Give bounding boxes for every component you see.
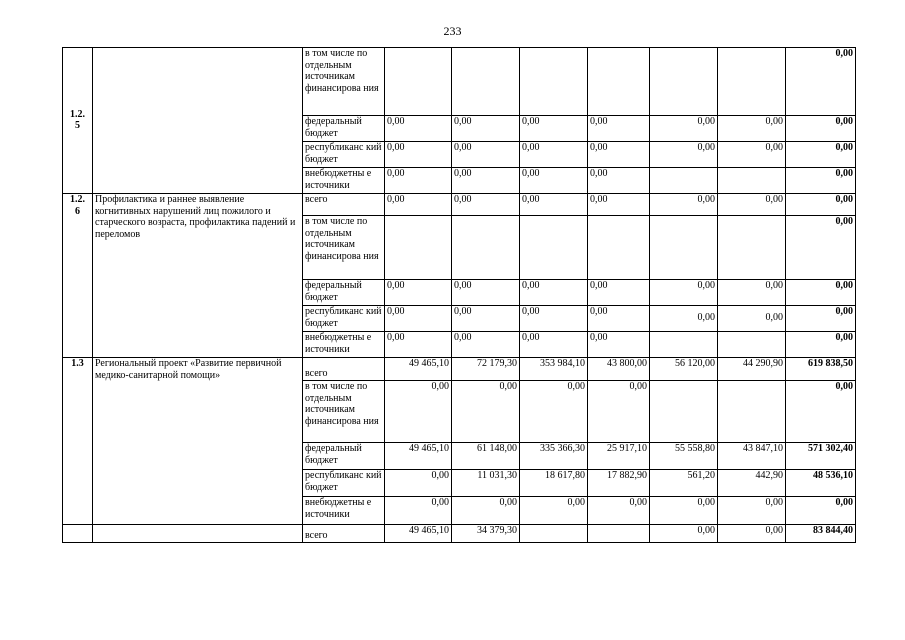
- value-cell: 442,90: [718, 470, 786, 497]
- value-cell: 0,00: [588, 306, 650, 332]
- value-cell: [718, 216, 786, 280]
- row-code: [63, 48, 93, 194]
- row-code: [63, 525, 93, 543]
- value-cell: 0,00: [650, 525, 718, 543]
- value-cell: 0,00: [385, 142, 452, 168]
- value-cell: 61 148,00: [452, 443, 520, 470]
- value-cell: 72 179,30: [452, 358, 520, 381]
- value-cell: 0,00: [520, 497, 588, 525]
- value-cell: [718, 48, 786, 116]
- value-cell: [520, 216, 588, 280]
- value-cell: [520, 525, 588, 543]
- source-label: внебюджетны е источники: [303, 332, 385, 358]
- value-cell: 0,00: [520, 381, 588, 443]
- total-cell: 0,00: [786, 306, 856, 332]
- value-cell: 0,00: [588, 280, 650, 306]
- value-cell: 0,00: [588, 168, 650, 194]
- source-label: всего: [303, 525, 385, 543]
- value-cell: 0,00: [385, 470, 452, 497]
- total-cell: 0,00: [786, 216, 856, 280]
- value-cell: 0,00: [520, 332, 588, 358]
- value-cell: 55 558,80: [650, 443, 718, 470]
- value-cell: 0,00: [385, 381, 452, 443]
- value-cell: 0,00: [718, 306, 786, 332]
- value-cell: [650, 168, 718, 194]
- value-cell: 0,00: [718, 525, 786, 543]
- budget-table: [62, 47, 856, 543]
- source-label: федеральный бюджет: [303, 443, 385, 470]
- row-code: [63, 194, 93, 358]
- value-cell: 49 465,10: [385, 358, 452, 381]
- value-cell: 353 984,10: [520, 358, 588, 381]
- value-cell: 0,00: [588, 142, 650, 168]
- source-label: федеральный бюджет: [303, 116, 385, 142]
- value-cell: [718, 381, 786, 443]
- value-cell: 49 465,10: [385, 443, 452, 470]
- row-name: Региональный проект «Развитие первичной медико-санитарной помощи»: [93, 358, 303, 525]
- source-label: всего: [303, 194, 385, 216]
- value-cell: 0,00: [650, 116, 718, 142]
- value-cell: [588, 525, 650, 543]
- total-cell: 0,00: [786, 168, 856, 194]
- value-cell: 11 031,30: [452, 470, 520, 497]
- source-label: республиканс кий бюджет: [303, 306, 385, 332]
- value-cell: 43 847,10: [718, 443, 786, 470]
- value-cell: 34 379,30: [452, 525, 520, 543]
- value-cell: 0,00: [650, 142, 718, 168]
- value-cell: 25 917,10: [588, 443, 650, 470]
- source-label: внебюджетны е источники: [303, 497, 385, 525]
- row-name: Профилактика и раннее выявление когнитивных нарушений лиц пожилого и старческого возраста, профилактика падений и переломов: [93, 194, 303, 358]
- value-cell: [385, 48, 452, 116]
- table-row: [63, 358, 856, 381]
- value-cell: [718, 332, 786, 358]
- value-cell: 0,00: [452, 497, 520, 525]
- value-cell: [650, 332, 718, 358]
- value-cell: 0,00: [650, 306, 718, 332]
- value-cell: [588, 216, 650, 280]
- value-cell: 0,00: [385, 168, 452, 194]
- value-cell: 49 465,10: [385, 525, 452, 543]
- row-code: 1.3: [63, 358, 93, 525]
- value-cell: [650, 381, 718, 443]
- table-row: [63, 194, 856, 216]
- total-cell: 48 536,10: [786, 470, 856, 497]
- value-cell: 0,00: [452, 142, 520, 168]
- value-cell: 0,00: [718, 116, 786, 142]
- row-code-text: 1.2. 5: [70, 108, 85, 131]
- source-label: внебюджетны е источники: [303, 168, 385, 194]
- value-cell: 0,00: [385, 194, 452, 216]
- value-cell: 0,00: [520, 194, 588, 216]
- value-cell: 0,00: [452, 381, 520, 443]
- total-cell: 83 844,40: [786, 525, 856, 543]
- source-label: в том числе по отдельным источникам финансирова ния: [303, 216, 385, 280]
- source-label: республиканс кий бюджет: [303, 142, 385, 168]
- value-cell: 0,00: [520, 168, 588, 194]
- value-cell: 0,00: [452, 116, 520, 142]
- value-cell: 0,00: [452, 280, 520, 306]
- value-cell: 0,00: [385, 306, 452, 332]
- value-cell: [452, 216, 520, 280]
- value-cell: 0,00: [650, 497, 718, 525]
- value-cell: 43 800,00: [588, 358, 650, 381]
- page-number: 233: [443, 24, 462, 38]
- value-cell: 561,20: [650, 470, 718, 497]
- value-cell: 335 366,30: [520, 443, 588, 470]
- total-cell: 0,00: [786, 381, 856, 443]
- source-label: федеральный бюджет: [303, 280, 385, 306]
- total-cell: 0,00: [786, 280, 856, 306]
- value-cell: 0,00: [385, 497, 452, 525]
- value-cell: [650, 48, 718, 116]
- value-cell: 0,00: [588, 381, 650, 443]
- value-cell: [588, 48, 650, 116]
- total-cell: 0,00: [786, 332, 856, 358]
- value-cell: 0,00: [452, 332, 520, 358]
- source-label: республиканс кий бюджет: [303, 470, 385, 497]
- total-cell: 0,00: [786, 194, 856, 216]
- value-cell: 0,00: [385, 116, 452, 142]
- value-cell: 44 290,90: [718, 358, 786, 381]
- value-cell: 0,00: [385, 332, 452, 358]
- source-label: всего: [303, 358, 385, 381]
- value-cell: 0,00: [718, 280, 786, 306]
- value-cell: 0,00: [452, 194, 520, 216]
- source-label: в том числе по отдельным источникам финансирова ния: [303, 48, 385, 116]
- table-row: [63, 48, 856, 116]
- table-row: [63, 525, 856, 543]
- row-code-text: 1.2. 6: [70, 194, 85, 217]
- value-cell: 0,00: [588, 194, 650, 216]
- value-cell: 0,00: [650, 280, 718, 306]
- value-cell: 0,00: [588, 497, 650, 525]
- total-cell: 0,00: [786, 142, 856, 168]
- value-cell: 0,00: [520, 306, 588, 332]
- value-cell: 0,00: [718, 497, 786, 525]
- total-cell: 0,00: [786, 116, 856, 142]
- total-cell: 0,00: [786, 48, 856, 116]
- total-cell: 571 302,40: [786, 443, 856, 470]
- row-name: [93, 525, 303, 543]
- value-cell: 0,00: [385, 280, 452, 306]
- value-cell: [385, 216, 452, 280]
- value-cell: 0,00: [718, 142, 786, 168]
- value-cell: 0,00: [452, 168, 520, 194]
- value-cell: [650, 216, 718, 280]
- value-cell: [718, 168, 786, 194]
- value-cell: [452, 48, 520, 116]
- value-cell: 56 120,00: [650, 358, 718, 381]
- value-cell: 0,00: [520, 116, 588, 142]
- total-cell: 619 838,50: [786, 358, 856, 381]
- value-cell: 0,00: [718, 194, 786, 216]
- row-name: [93, 48, 303, 194]
- value-cell: 0,00: [520, 280, 588, 306]
- value-cell: 0,00: [650, 194, 718, 216]
- value-cell: 0,00: [452, 306, 520, 332]
- value-cell: 0,00: [520, 142, 588, 168]
- value-cell: 0,00: [588, 332, 650, 358]
- value-cell: [520, 48, 588, 116]
- source-label: в том числе по отдельным источникам финансирова ния: [303, 381, 385, 443]
- value-cell: 0,00: [588, 116, 650, 142]
- value-cell: 18 617,80: [520, 470, 588, 497]
- total-cell: 0,00: [786, 497, 856, 525]
- value-cell: 17 882,90: [588, 470, 650, 497]
